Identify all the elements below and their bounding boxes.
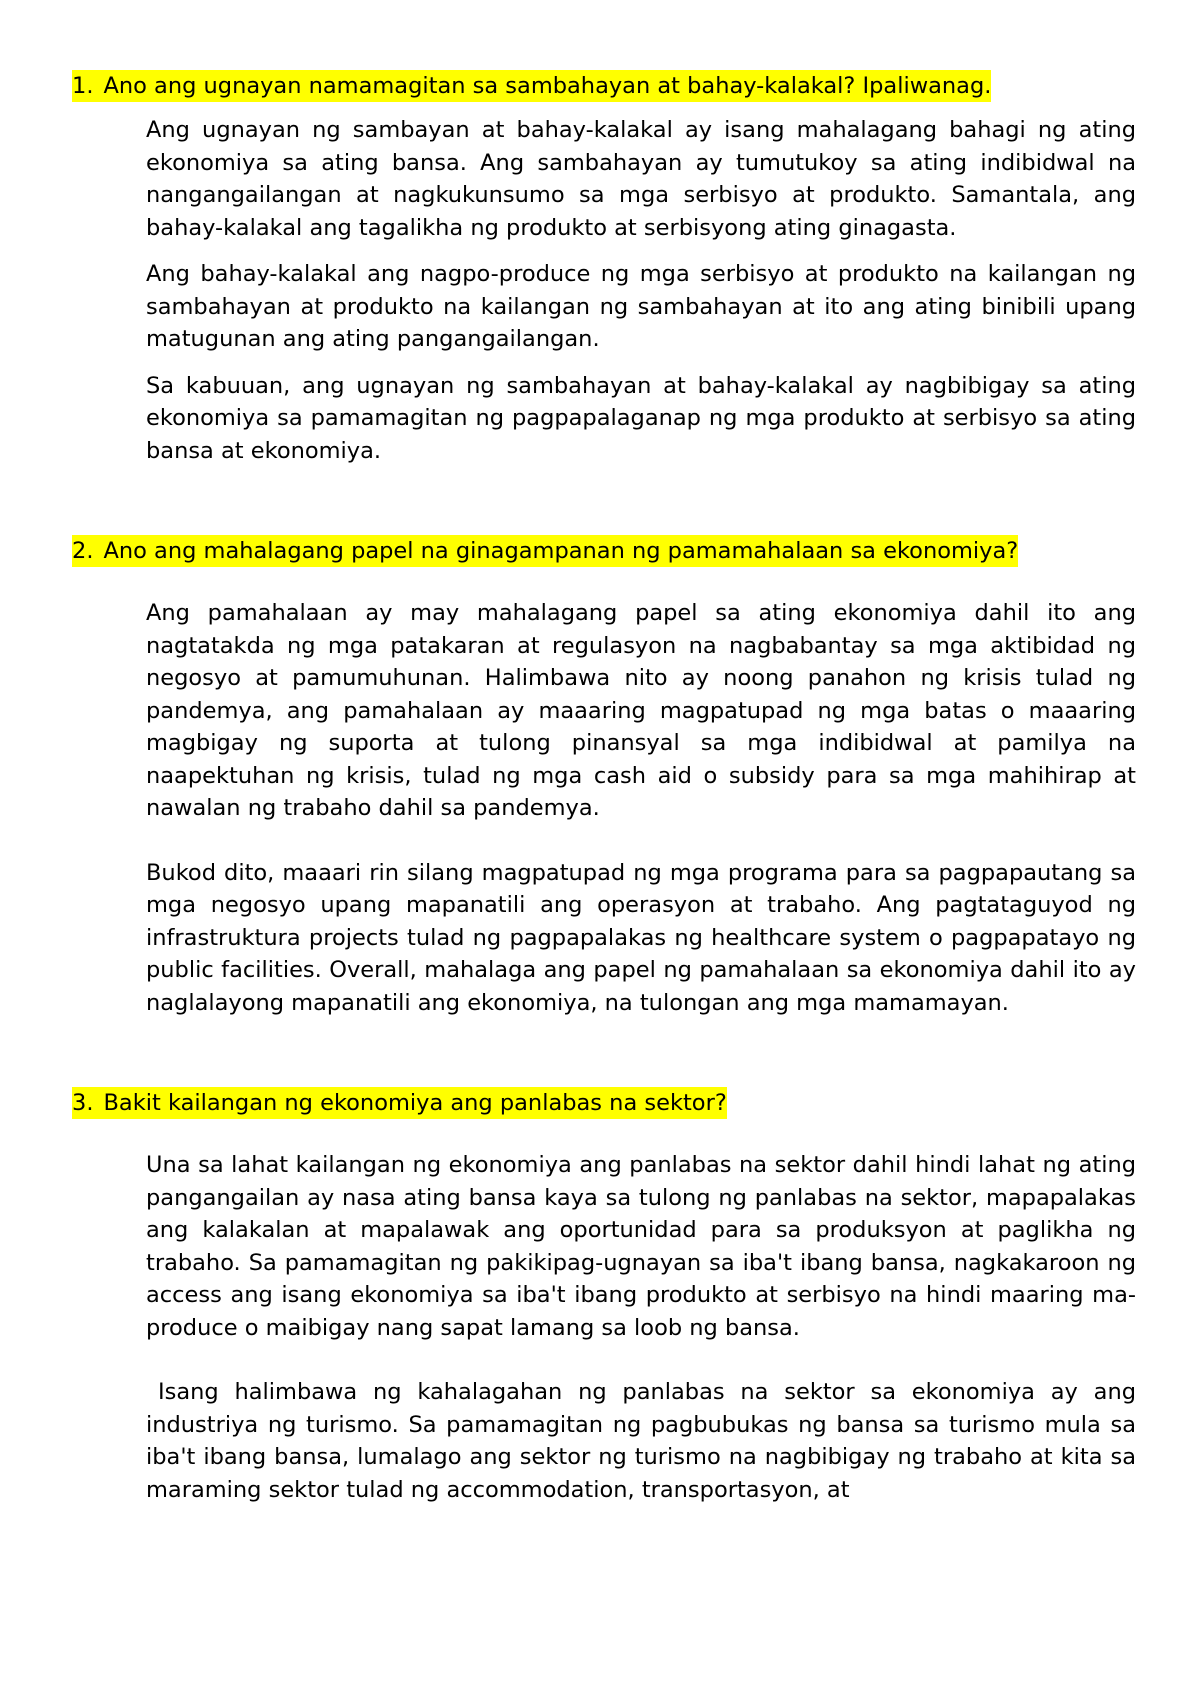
answer-1	[146, 114, 1136, 467]
answer-paragraph: Ang pamahalaan ay may mahalagang papel sa ating ekonomiya dahil ito ang nagtatakda ng mga patakaran at regulasyon na nagbabantay sa mga aktibidad ng negosyo at pamumuhunan. Halimbawa nito ay noong panahon ng krisis tulad ng pandemya, ang pamahalaan ay maaaring magpatupad ng mga batas o maaaring magbigay ng suporta at tulong pinansyal sa mga indibidwal at pamilya na naapektuhan ng krisis, tulad ng mga cash aid o subsidy para sa mga mahihirap at nawalan ng trabaho dahil sa pandemya.	[146, 600, 1136, 821]
question-number: 1.	[72, 70, 103, 102]
answer-paragraph: Sa kabuuan, ang ugnayan ng sambahayan at bahay-kalakal ay nagbibigay sa ating ekonomiya sa pamamagitan ng pagpapalaganap ng mga produkto at serbisyo sa ating bansa at ekonomiya.	[146, 372, 1136, 464]
answer-paragraph: Isang halimbawa ng kahalagahan ng panlabas na sektor sa ekonomiya ay ang industriya ng turismo. Sa pamamagitan ng pagbubukas ng bansa sa turismo mula sa iba't ibang bansa, lumalago ang sektor ng turismo na nagbibigay ng trabaho at kita sa maraming sektor tulad ng accommodation, transportasyon, at	[146, 1379, 1136, 1503]
question-number: 2.	[72, 535, 103, 567]
question-2	[72, 535, 1140, 567]
answer-paragraph: Ang bahay-kalakal ang nagpo-produce ng mga serbisyo at produkto na kailangan ng sambahayan at produkto na kailangan ng sambahayan at ito ang ating binibili upang matugunan ang ating pangangailangan.	[146, 261, 1136, 352]
question-text: Ano ang ugnayan namamagitan sa sambahayan at bahay-kalakal? Ipaliwanag.	[103, 70, 991, 102]
answer-paragraph: Ang ugnayan ng sambayan at bahay-kalakal ay isang mahalagang bahagi ng ating ekonomiya sa ating bansa. Ang sambahayan ay tumutukoy sa ating indibidwal na nangangailangan at nagkukunsumo sa mga serbisyo at produkto. Samantala, ang bahay-kalakal ang tagalikha ng produkto at serbisyong ating ginagasta.	[146, 117, 1136, 241]
question-text: Ano ang mahalagang papel na ginagampanan ng pamamahalaan sa ekonomiya?	[103, 535, 1018, 567]
answer-paragraph: Bukod dito, maaari rin silang magpatupad ng mga programa para sa pagpapautang sa mga negosyo upang mapanatili ang operasyon at trabaho. Ang pagtataguyod ng infrastruktura projects tulad ng pagpapalakas ng healthcare system o pagpapatayo ng public facilities. Overall, mahalaga ang papel ng pamahalaan sa ekonomiya dahil ito ay naglalayong mapanatili ang ekonomiya, na tulongan ang mga mamamayan.	[146, 859, 1136, 1016]
answer-paragraph: Una sa lahat kailangan ng ekonomiya ang panlabas na sektor dahil hindi lahat ng ating pangangailan ay nasa ating bansa kaya sa tulong ng panlabas na sektor, mapapalakas ang kalakalan at mapalawak ang oportunidad para sa produksyon at paglikha ng trabaho. Sa pamamagitan ng pakikipag-ugnayan sa iba't ibang bansa, nagkakaroon ng access ang isang ekonomiya sa iba't ibang produkto at serbisyo na hindi maaring ma-produce o maibigay nang sapat lamang sa loob ng bansa.	[146, 1152, 1136, 1341]
question-1	[72, 70, 1140, 102]
question-3	[72, 1087, 1140, 1119]
answer-2	[146, 597, 1136, 1019]
question-number: 3.	[72, 1087, 103, 1119]
answer-3	[146, 1149, 1136, 1506]
question-text: Bakit kailangan ng ekonomiya ang panlabas na sektor?	[103, 1087, 726, 1119]
